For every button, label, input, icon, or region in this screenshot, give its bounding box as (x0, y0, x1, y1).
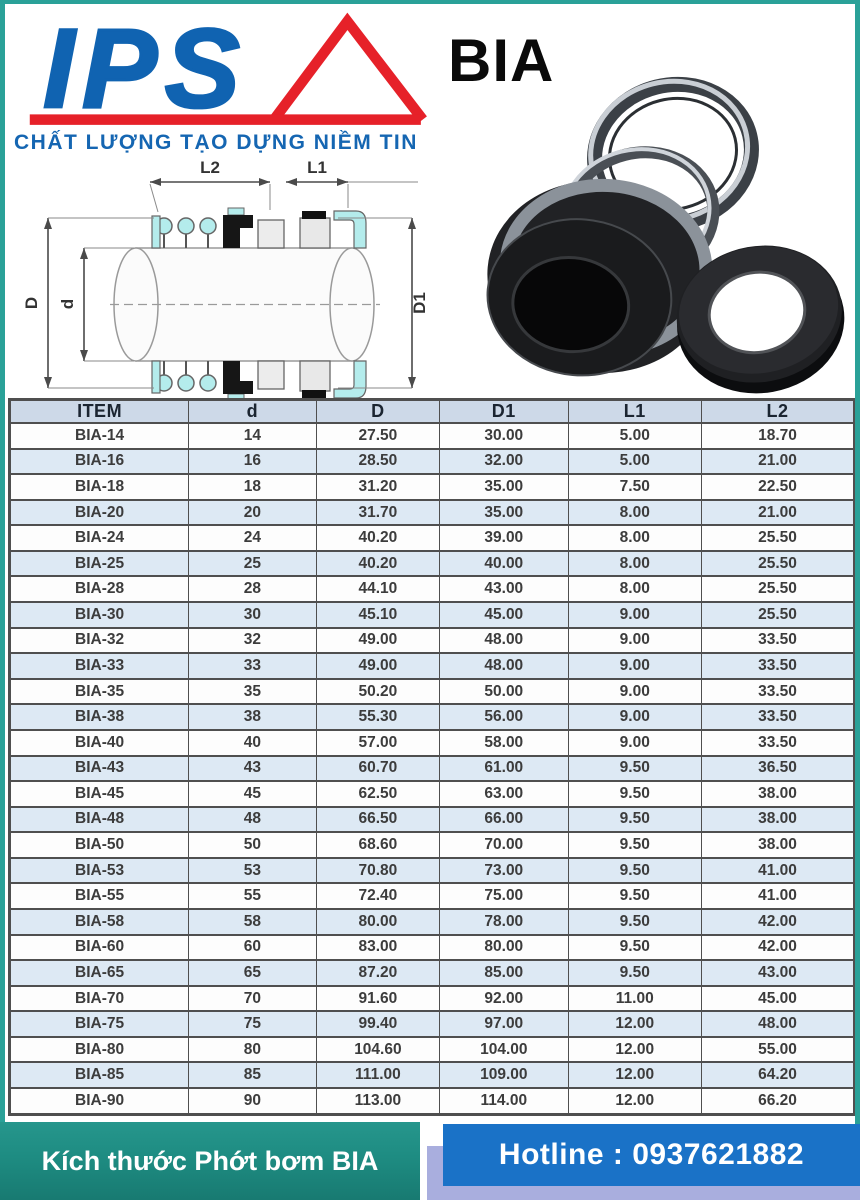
table-cell: BIA-70 (10, 986, 189, 1012)
table-cell: 45.10 (316, 602, 439, 628)
svg-text:D: D (22, 296, 41, 310)
table-cell: 28.50 (316, 449, 439, 475)
table-cell: 38.00 (702, 807, 855, 833)
table-cell: 21.00 (702, 449, 855, 475)
table-cell: 111.00 (316, 1062, 439, 1088)
table-row (10, 807, 855, 833)
table-cell: 66.50 (316, 807, 439, 833)
table-cell: 57.00 (316, 730, 439, 756)
table-cell: 32.00 (440, 449, 568, 475)
table-cell: 9.00 (568, 704, 702, 730)
table-cell: BIA-38 (10, 704, 189, 730)
table-row (10, 858, 855, 884)
logo-triangle-icon (274, 21, 423, 119)
table-cell: BIA-28 (10, 576, 189, 602)
table-cell: 31.20 (316, 474, 439, 500)
table-cell: 33.50 (702, 704, 855, 730)
table-cell: 21.00 (702, 500, 855, 526)
table-cell: 12.00 (568, 1088, 702, 1114)
table-cell: 60.70 (316, 756, 439, 782)
table-cell: 9.50 (568, 756, 702, 782)
table-cell: 41.00 (702, 858, 855, 884)
table-cell: 22.50 (702, 474, 855, 500)
table-cell: 9.50 (568, 832, 702, 858)
table-cell: 92.00 (440, 986, 568, 1012)
table-row (10, 449, 855, 475)
table-cell: 50 (189, 832, 317, 858)
table-row (10, 986, 855, 1012)
table-cell: 70.00 (440, 832, 568, 858)
table-cell: 53 (189, 858, 317, 884)
table-cell: 35.00 (440, 500, 568, 526)
table-cell: 14 (189, 423, 317, 449)
table-cell: BIA-35 (10, 679, 189, 705)
table-cell: 61.00 (440, 756, 568, 782)
table-cell: 83.00 (316, 935, 439, 961)
table-row (10, 423, 855, 449)
table-row (10, 653, 855, 679)
table-cell: 90 (189, 1088, 317, 1114)
table-cell: BIA-50 (10, 832, 189, 858)
table-cell: 41.00 (702, 883, 855, 909)
table-cell: 20 (189, 500, 317, 526)
table-cell: 63.00 (440, 781, 568, 807)
table-cell: 50.00 (440, 679, 568, 705)
table-cell: 33.50 (702, 679, 855, 705)
table-row (10, 679, 855, 705)
table-cell: 24 (189, 525, 317, 551)
table-cell: 43.00 (440, 576, 568, 602)
table-cell: BIA-30 (10, 602, 189, 628)
table-row (10, 935, 855, 961)
table-cell: 40.20 (316, 551, 439, 577)
table-cell: 58.00 (440, 730, 568, 756)
table-cell: 42.00 (702, 909, 855, 935)
svg-text:L2: L2 (200, 158, 220, 177)
table-cell: 5.00 (568, 449, 702, 475)
svg-text:D1: D1 (410, 292, 429, 314)
table-cell: BIA-90 (10, 1088, 189, 1114)
table-cell: 70.80 (316, 858, 439, 884)
table-row (10, 525, 855, 551)
table-cell: BIA-14 (10, 423, 189, 449)
table-cell: BIA-16 (10, 449, 189, 475)
table-cell: 56.00 (440, 704, 568, 730)
table-cell: 12.00 (568, 1011, 702, 1037)
table-row (10, 576, 855, 602)
svg-text:d: d (58, 298, 77, 310)
table-cell: BIA-45 (10, 781, 189, 807)
table-cell: 9.00 (568, 602, 702, 628)
table-row (10, 730, 855, 756)
dimension-l2 (150, 158, 270, 212)
table-cell: 99.40 (316, 1011, 439, 1037)
table-row (10, 756, 855, 782)
table-cell: 27.50 (316, 423, 439, 449)
table-row (10, 474, 855, 500)
table-cell: 43.00 (702, 960, 855, 986)
table-cell: 55.00 (702, 1037, 855, 1063)
table-cell: 25.50 (702, 551, 855, 577)
table-row (10, 1088, 855, 1114)
table-row (10, 781, 855, 807)
table-cell: 16 (189, 449, 317, 475)
table-cell: 68.60 (316, 832, 439, 858)
table-cell: BIA-43 (10, 756, 189, 782)
table-cell: 33 (189, 653, 317, 679)
footer-caption: Kích thước Phớt bơm BIA (0, 1122, 420, 1200)
table-cell: 35.00 (440, 474, 568, 500)
table-cell: 36.50 (702, 756, 855, 782)
table-cell: BIA-18 (10, 474, 189, 500)
table-cell: 44.10 (316, 576, 439, 602)
table-cell: BIA-75 (10, 1011, 189, 1037)
table-cell: 113.00 (316, 1088, 439, 1114)
table-cell: BIA-85 (10, 1062, 189, 1088)
table-cell: 62.50 (316, 781, 439, 807)
table-cell: BIA-24 (10, 525, 189, 551)
table-cell: 9.50 (568, 781, 702, 807)
table-row (10, 909, 855, 935)
column-header: D (316, 400, 439, 424)
table-cell: 42.00 (702, 935, 855, 961)
table-cell: 11.00 (568, 986, 702, 1012)
table-cell: 104.00 (440, 1037, 568, 1063)
table-cell: 70 (189, 986, 317, 1012)
table-cell: 40.20 (316, 525, 439, 551)
table-cell: 9.50 (568, 883, 702, 909)
table-cell: 97.00 (440, 1011, 568, 1037)
table-cell: 78.00 (440, 909, 568, 935)
table-cell: 72.40 (316, 883, 439, 909)
column-header: D1 (440, 400, 568, 424)
table-cell: 114.00 (440, 1088, 568, 1114)
table-cell: 64.20 (702, 1062, 855, 1088)
table-cell: 9.00 (568, 628, 702, 654)
table-cell: 8.00 (568, 525, 702, 551)
photo-seal-body (479, 172, 719, 387)
table-cell: BIA-53 (10, 858, 189, 884)
table-cell: 55.30 (316, 704, 439, 730)
table-cell: 104.60 (316, 1037, 439, 1063)
table-cell: 48.00 (702, 1011, 855, 1037)
svg-text:L1: L1 (307, 158, 327, 177)
table-cell: 7.50 (568, 474, 702, 500)
table-cell: 50.20 (316, 679, 439, 705)
table-cell: 25.50 (702, 576, 855, 602)
table-cell: 8.00 (568, 551, 702, 577)
table-cell: 38.00 (702, 781, 855, 807)
table-row (10, 960, 855, 986)
table-row (10, 883, 855, 909)
table-cell: 12.00 (568, 1062, 702, 1088)
table-cell: BIA-40 (10, 730, 189, 756)
table-cell: BIA-80 (10, 1037, 189, 1063)
table-cell: 58 (189, 909, 317, 935)
table-cell: 9.00 (568, 730, 702, 756)
table-cell: 8.00 (568, 576, 702, 602)
table-cell: 31.70 (316, 500, 439, 526)
table-cell: 65 (189, 960, 317, 986)
table-cell: 12.00 (568, 1037, 702, 1063)
table-cell: 45.00 (702, 986, 855, 1012)
table-cell: 25.50 (702, 525, 855, 551)
table-cell: 25.50 (702, 602, 855, 628)
table-cell: 8.00 (568, 500, 702, 526)
spec-table (8, 398, 856, 1116)
table-row (10, 832, 855, 858)
table-cell: 9.50 (568, 909, 702, 935)
table-cell: 9.50 (568, 935, 702, 961)
dimension-l1 (286, 158, 418, 208)
table-cell: BIA-65 (10, 960, 189, 986)
table-cell: 32 (189, 628, 317, 654)
table-cell: 38 (189, 704, 317, 730)
table-cell: 48.00 (440, 653, 568, 679)
table-row (10, 602, 855, 628)
table-cell: 60 (189, 935, 317, 961)
table-cell: 109.00 (440, 1062, 568, 1088)
table-cell: BIA-32 (10, 628, 189, 654)
table-cell: 48.00 (440, 628, 568, 654)
column-header: ITEM (10, 400, 189, 424)
table-cell: 49.00 (316, 653, 439, 679)
seal-photo (468, 66, 860, 398)
table-cell: 39.00 (440, 525, 568, 551)
table-cell: 9.00 (568, 679, 702, 705)
table-cell: 43 (189, 756, 317, 782)
table-cell: 80.00 (316, 909, 439, 935)
table-cell: 73.00 (440, 858, 568, 884)
table-cell: 45 (189, 781, 317, 807)
table-cell: 75 (189, 1011, 317, 1037)
table-cell: 40.00 (440, 551, 568, 577)
table-cell: 30.00 (440, 423, 568, 449)
column-header: L2 (702, 400, 855, 424)
table-cell: 91.60 (316, 986, 439, 1012)
table-row (10, 1037, 855, 1063)
diagram-shaft (110, 248, 380, 361)
table-cell: 5.00 (568, 423, 702, 449)
table-cell: BIA-58 (10, 909, 189, 935)
table-cell: 87.20 (316, 960, 439, 986)
footer-hotline: Hotline : 0937621882 (443, 1124, 860, 1186)
table-cell: 55 (189, 883, 317, 909)
table-row (10, 704, 855, 730)
table-cell: 18.70 (702, 423, 855, 449)
table-cell: BIA-55 (10, 883, 189, 909)
table-row (10, 628, 855, 654)
table-cell: 85.00 (440, 960, 568, 986)
table-header-row (10, 400, 855, 424)
table-cell: 33.50 (702, 653, 855, 679)
logo-tagline: CHẤT LƯỢNG TẠO DỰNG NIỀM TIN (14, 131, 418, 154)
table-cell: 9.50 (568, 807, 702, 833)
table-cell: 75.00 (440, 883, 568, 909)
table-cell: 85 (189, 1062, 317, 1088)
page-title: BIA (448, 27, 555, 94)
table-cell: BIA-60 (10, 935, 189, 961)
table-row (10, 551, 855, 577)
table-row (10, 1062, 855, 1088)
ips-logo (14, 8, 429, 132)
table-cell: 33.50 (702, 628, 855, 654)
table-cell: BIA-20 (10, 500, 189, 526)
table-cell: 66.00 (440, 807, 568, 833)
table-cell: 35 (189, 679, 317, 705)
table-cell: 30 (189, 602, 317, 628)
table-cell: 45.00 (440, 602, 568, 628)
table-cell: 9.50 (568, 960, 702, 986)
table-cell: BIA-33 (10, 653, 189, 679)
table-cell: 9.50 (568, 858, 702, 884)
table-cell: BIA-25 (10, 551, 189, 577)
column-header: L1 (568, 400, 702, 424)
table-cell: 80.00 (440, 935, 568, 961)
table-cell: 48 (189, 807, 317, 833)
table-row (10, 500, 855, 526)
table-cell: 80 (189, 1037, 317, 1063)
diagram-seal-stack (152, 208, 366, 248)
table-cell: 66.20 (702, 1088, 855, 1114)
table-cell: 18 (189, 474, 317, 500)
table-cell: 38.00 (702, 832, 855, 858)
logo-ips-text: IPS (43, 8, 248, 132)
table-cell: 49.00 (316, 628, 439, 654)
table-cell: 40 (189, 730, 317, 756)
table-cell: 28 (189, 576, 317, 602)
table-cell: 33.50 (702, 730, 855, 756)
seal-diagram (18, 156, 442, 398)
table-row (10, 1011, 855, 1037)
column-header: d (189, 400, 317, 424)
table-cell: 25 (189, 551, 317, 577)
table-cell: 9.00 (568, 653, 702, 679)
table-cell: BIA-48 (10, 807, 189, 833)
